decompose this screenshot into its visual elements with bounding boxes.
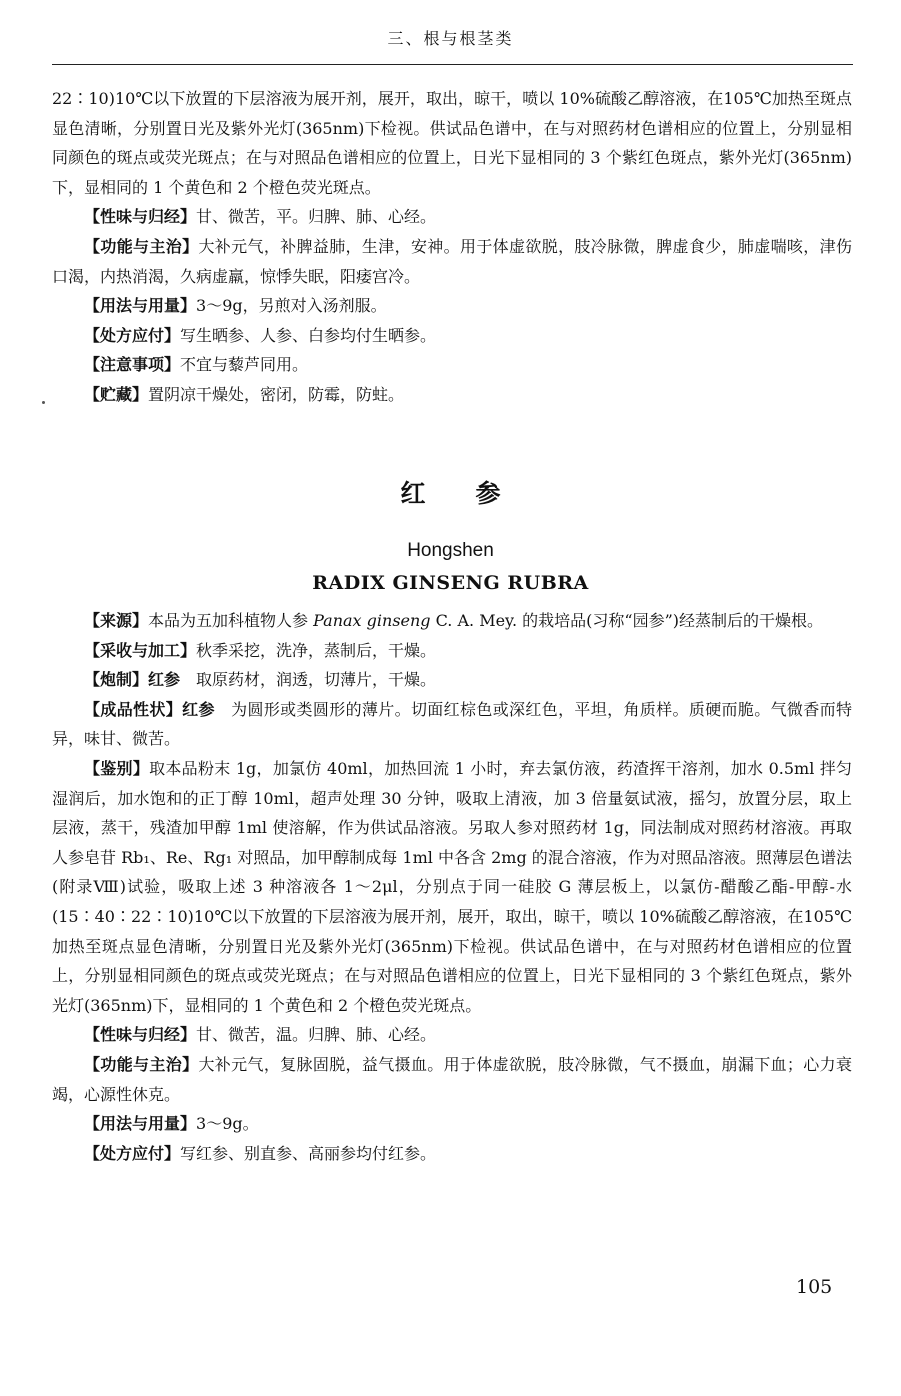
monograph-pinyin: Hongshen bbox=[407, 540, 494, 561]
monograph-latin-name: RADIX GINSENG RUBRA bbox=[312, 572, 589, 594]
running-head: 三、根与根茎类 bbox=[387, 29, 514, 48]
section-flavor: 【性味与归经】甘、微苦，温。归脾、肺、心经。 bbox=[84, 1025, 437, 1045]
section-flavor: 【性味与归经】甘、微苦，平。归脾、肺、心经。 bbox=[84, 207, 437, 227]
section-identification: 【鉴别】取本品粉末 1g，加氯仿 40ml，加热回流 1 小时，弃去氯仿液，药渣挥干溶剂，加水 0.5ml 拌匀湿润后，加水饱和的正丁醇 10ml，超声处理 30 分钟，吸取上清液，加 3 倍量氨试液，摇匀，放置分层，取上层液，蒸干，残渣加甲醇 1ml 使溶解，作为供试品溶液。另取人参对照药材 1g，同法制成对照药材溶液。再取人参皂苷 Rb₁、Re、Rg₁ 对照品，加甲醇制成每 1ml 中各含 2mg 的混合溶液，作为对照品溶液。照薄层色谱法(附录Ⅷ)试验，吸取上述 3 种溶液各 1～2μl，分别点于同一硅胶 G 薄层板上，以氯仿-醋酸乙酯-甲醇-水(15∶40∶22∶10)10℃以下放置的下层溶液为展开剂，展开，取出，晾干，喷以 10%硫酸乙醇溶液，在105℃加热至斑点显色清晰，分别置日光及紫外光灯(365nm)下检视。供试品色谱中，在与对照药材色谱相应的位置上，分别显相同颜色的斑点或荧光斑点；在与对照品色谱相应的位置上，日光下显相同的 3 个紫红色斑点，紫外光灯(365nm)下，显相同的 1 个黄色和 2 个橙色荧光斑点。 bbox=[52, 758, 852, 1015]
section-usage: 【用法与用量】3～9g，另煎对入汤剂服。 bbox=[84, 296, 387, 316]
section-storage: 【贮藏】置阴凉干燥处，密闭，防霉，防蛀。 bbox=[84, 384, 405, 404]
monograph-body bbox=[52, 606, 852, 1168]
section-harvest: 【采收与加工】秋季采挖，洗净，蒸制后，干燥。 bbox=[84, 640, 437, 660]
section-description: 【成品性状】红参 为圆形或类圆形的薄片。切面红棕色或深红色，平坦，角质样。质硬而脆。气微香而特异，味甘、微苦。 bbox=[52, 699, 852, 749]
section-usage: 【用法与用量】3～9g。 bbox=[84, 1114, 259, 1134]
section-source: 【来源】本品为五加科植物人参 Panax ginseng C. A. Mey. 的栽培品(习称“园参”)经蒸制后的干燥根。 bbox=[84, 611, 823, 630]
section-function: 【功能与主治】大补元气，复脉固脱，益气摄血。用于体虚欲脱，肢冷脉微，气不摄血，崩漏下血；心力衰竭，心源性休克。 bbox=[52, 1054, 852, 1104]
section-processing: 【炮制】红参 取原药材，润透，切薄片，干燥。 bbox=[84, 670, 437, 690]
margin-speck bbox=[42, 401, 45, 404]
section-caution: 【注意事项】不宜与藜芦同用。 bbox=[84, 355, 309, 375]
continued-paragraph: 22∶10)10℃以下放置的下层溶液为展开剂，展开，取出，晾干，喷以 10%硫酸乙醇溶液，在105℃加热至斑点显色清晰，分别置日光及紫外光灯(365nm)下检视。供试品色谱中，在与对照药材色谱相应的位置上，分别显相同颜色的斑点或荧光斑点；在与对照品色谱相应的位置上，日光下显相同的 3 个紫红色斑点，紫外光灯(365nm)下，显相同的 1 个黄色和 2 个橙色荧光斑点。 bbox=[52, 89, 852, 197]
section-prescription: 【处方应付】写生晒参、人参、白参均付生晒参。 bbox=[84, 325, 437, 345]
species-name: Panax ginseng bbox=[313, 611, 431, 630]
section-prescription: 【处方应付】写红参、别直参、高丽参均付红参。 bbox=[84, 1143, 437, 1163]
continued-text-block bbox=[52, 84, 852, 410]
header-rule bbox=[52, 64, 853, 65]
monograph-title: 红 参 bbox=[400, 479, 501, 508]
page-number: 105 bbox=[796, 1276, 833, 1298]
section-function: 【功能与主治】大补元气，补脾益肺，生津，安神。用于体虚欲脱，肢冷脉微，脾虚食少，肺虚喘咳，津伤口渴，内热消渴，久病虚羸，惊悸失眠，阳痿宫冷。 bbox=[52, 236, 852, 286]
